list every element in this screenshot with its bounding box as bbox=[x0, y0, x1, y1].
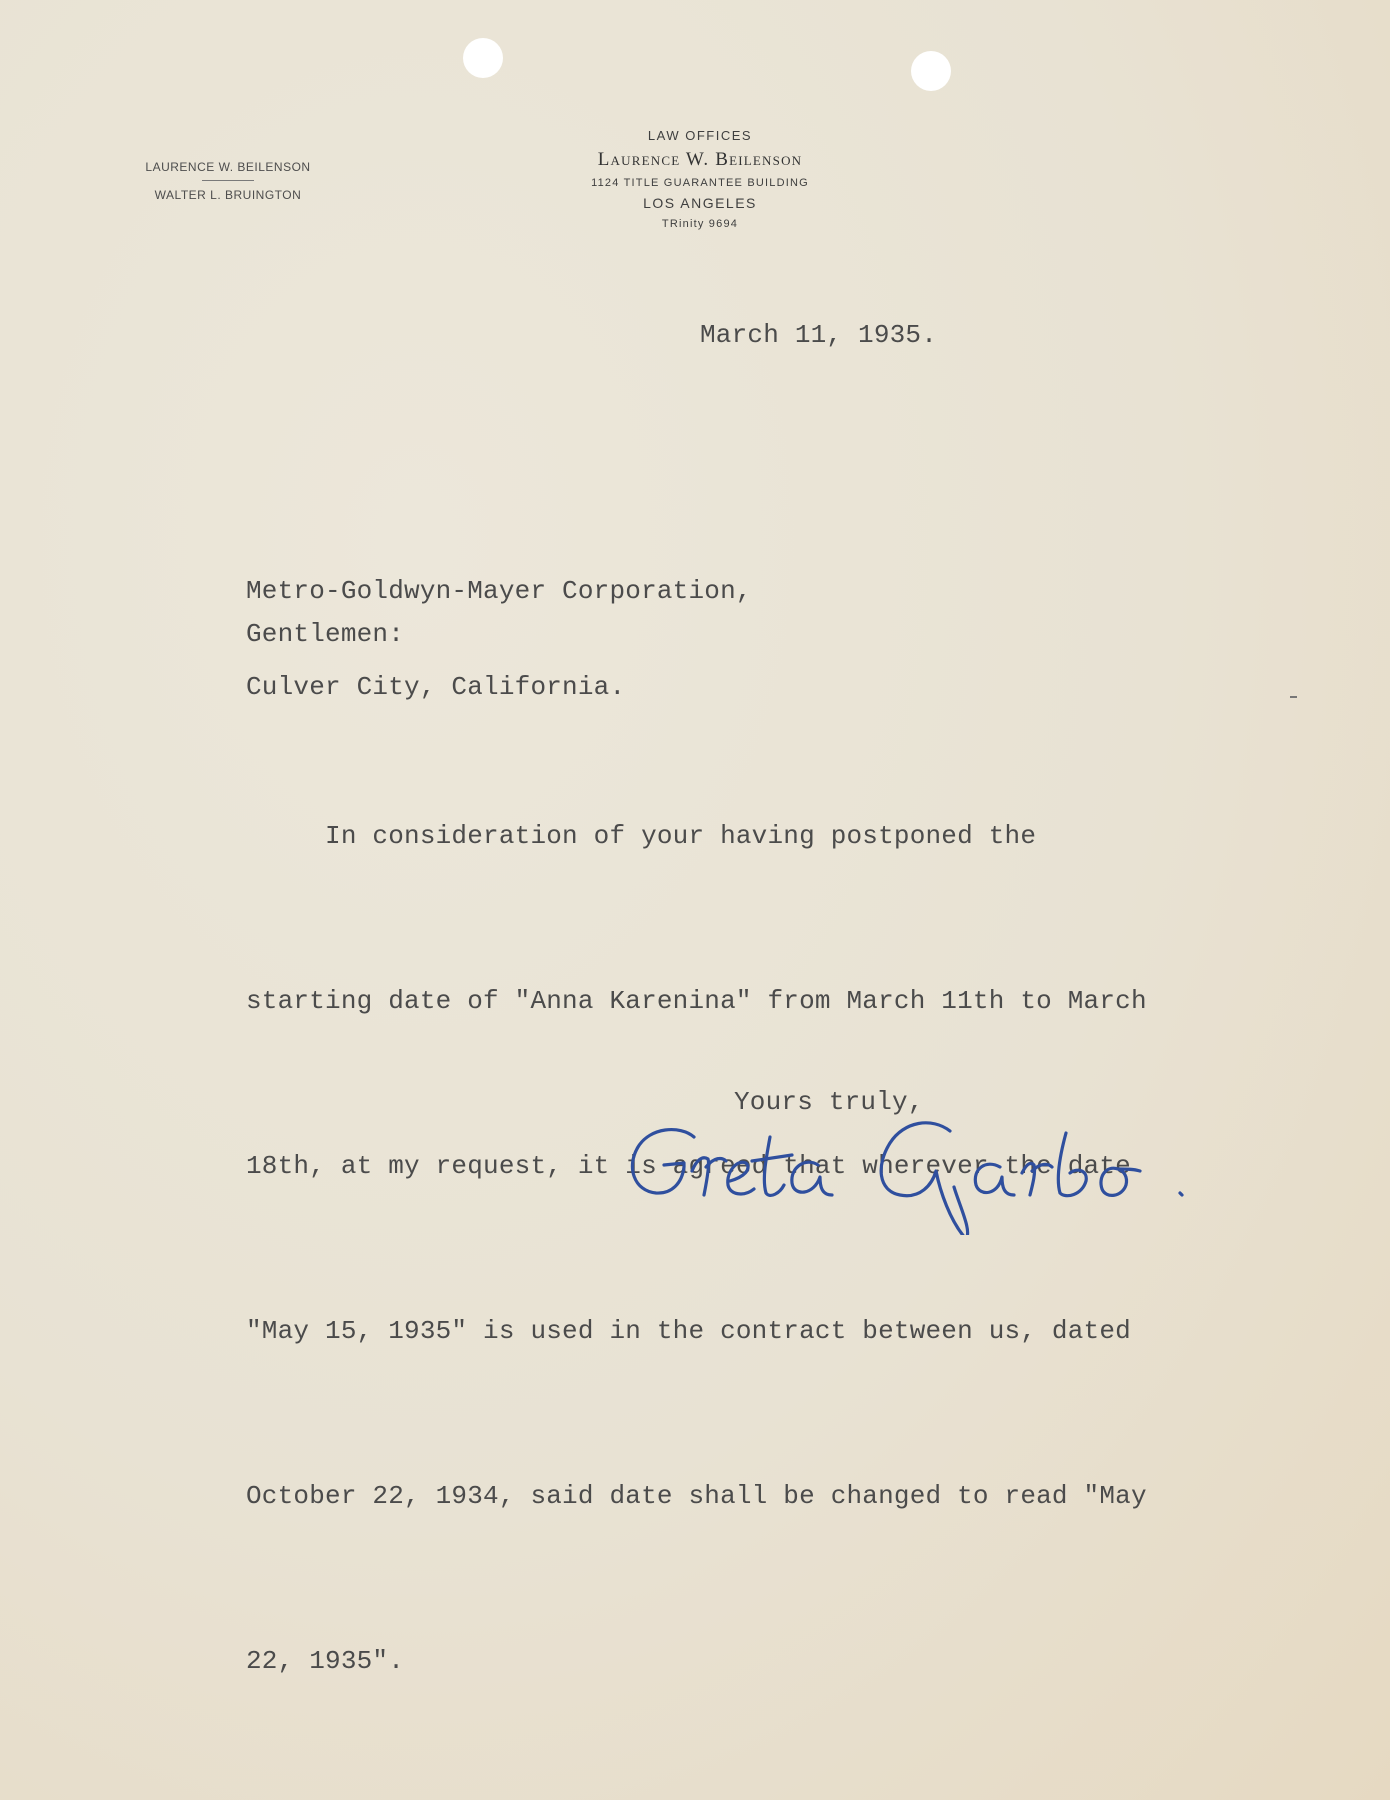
letterhead-firm-name: Laurence W. Beilenson bbox=[597, 149, 803, 170]
letterhead-phone: TRinity 9694 bbox=[661, 218, 739, 230]
stray-mark bbox=[1290, 696, 1297, 698]
letterhead-address: 1124 TITLE GUARANTEE BUILDING bbox=[591, 177, 809, 189]
salutation: Gentlemen: bbox=[246, 619, 405, 649]
letter-body bbox=[246, 699, 1147, 1799]
letterhead-city: LOS ANGELES bbox=[643, 195, 757, 211]
body-line: In consideration of your having postponed the bbox=[246, 821, 1037, 851]
body-line: 22, 1935". bbox=[246, 1646, 405, 1676]
punch-hole-left bbox=[463, 38, 503, 78]
handwritten-signature bbox=[620, 1115, 1300, 1235]
recipient-line-1: Metro-Goldwyn-Mayer Corporation, bbox=[246, 576, 752, 606]
body-line: 18th, at my request, it is agreed that wherever the date bbox=[246, 1151, 1131, 1181]
body-line: "May 15, 1935" is used in the contract between us, dated bbox=[246, 1316, 1131, 1346]
partner-names bbox=[133, 160, 323, 202]
partner-name-1: LAURENCE W. BEILENSON bbox=[145, 160, 311, 174]
letterhead bbox=[480, 128, 920, 230]
letter-date: March 11, 1935. bbox=[700, 320, 938, 350]
letterhead-law-offices: LAW OFFICES bbox=[647, 128, 753, 143]
punch-hole-right bbox=[911, 51, 951, 91]
body-line: starting date of "Anna Karenina" from March 11th to March bbox=[246, 986, 1147, 1016]
closing: Yours truly, bbox=[734, 1087, 924, 1117]
partner-name-2: WALTER L. BRUINGTON bbox=[154, 188, 302, 202]
body-line: October 22, 1934, said date shall be changed to read "May bbox=[246, 1481, 1147, 1511]
partner-divider bbox=[202, 180, 254, 181]
recipient-line-2: Culver City, California. bbox=[246, 672, 626, 702]
